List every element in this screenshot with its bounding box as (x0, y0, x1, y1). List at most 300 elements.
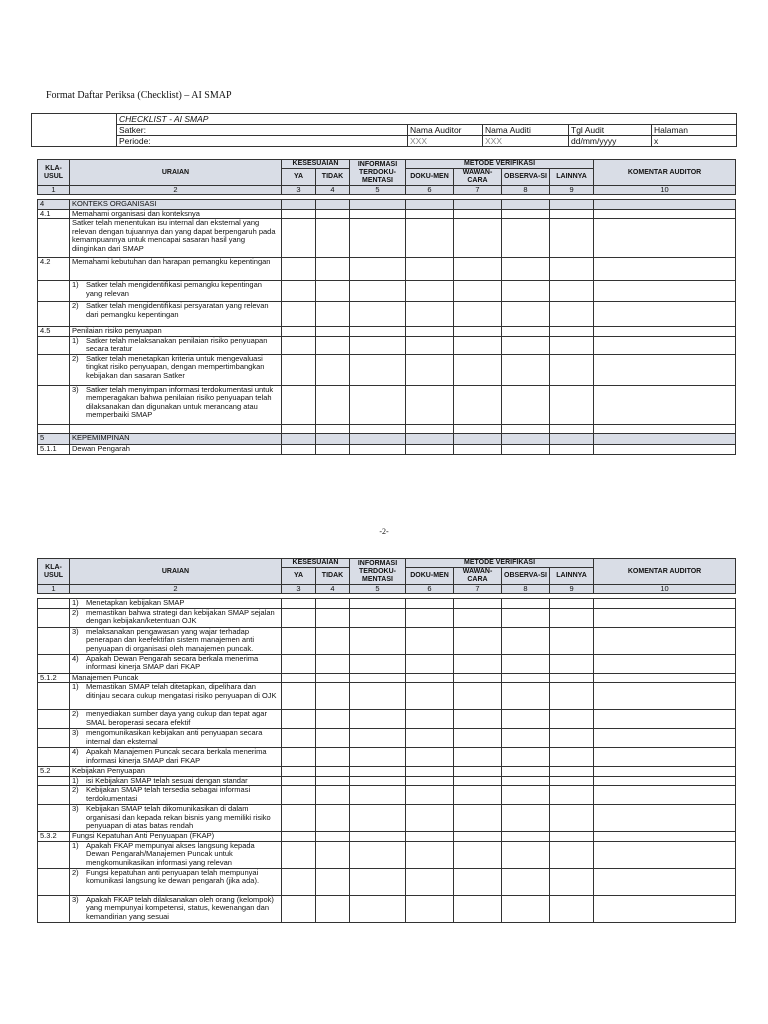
entry-cell[interactable] (282, 209, 316, 219)
entry-cell[interactable] (502, 444, 550, 454)
entry-cell[interactable] (550, 302, 594, 327)
entry-cell[interactable] (282, 729, 316, 748)
entry-cell[interactable] (350, 786, 406, 805)
entry-cell[interactable] (282, 219, 316, 258)
table-row (38, 258, 736, 281)
entry-cell[interactable] (406, 673, 454, 683)
entry-cell[interactable] (350, 841, 406, 868)
entry-cell[interactable] (594, 385, 736, 424)
item-number: 2) (72, 301, 79, 310)
uraian-cell (70, 729, 282, 748)
entry-cell[interactable] (454, 654, 502, 673)
entry-cell[interactable] (316, 683, 350, 710)
entry-cell[interactable] (282, 258, 316, 281)
entry-cell[interactable] (350, 219, 406, 258)
entry-cell[interactable] (282, 444, 316, 454)
entry-cell[interactable] (282, 683, 316, 710)
entry-cell[interactable] (350, 200, 406, 210)
entry-cell[interactable] (550, 654, 594, 673)
entry-cell[interactable] (502, 599, 550, 609)
checklist-table-page-1 (37, 159, 736, 455)
entry-cell[interactable] (454, 219, 502, 258)
klausul-cell (38, 627, 70, 654)
klausul-cell (38, 841, 70, 868)
entry-cell[interactable] (350, 805, 406, 832)
entry-cell[interactable] (350, 710, 406, 729)
entry-cell[interactable] (316, 627, 350, 654)
entry-cell[interactable] (282, 841, 316, 868)
entry-cell[interactable] (316, 336, 350, 354)
entry-cell[interactable] (594, 767, 736, 777)
table-row (38, 219, 736, 258)
entry-cell[interactable] (282, 424, 316, 433)
entry-cell[interactable] (282, 281, 316, 302)
entry-cell[interactable] (550, 805, 594, 832)
entry-cell[interactable] (454, 841, 502, 868)
entry-cell[interactable] (594, 608, 736, 627)
entry-cell[interactable] (550, 673, 594, 683)
entry-cell[interactable] (502, 385, 550, 424)
entry-cell[interactable] (406, 868, 454, 895)
entry-cell[interactable] (282, 385, 316, 424)
col-kesesuaian: KESESUAIAN (282, 559, 350, 568)
entry-cell[interactable] (406, 209, 454, 219)
entry-cell[interactable] (406, 654, 454, 673)
item-text: Satker telah menyimpan informasi terdokumentasi untuk memperagakan bahwa penilaian risiko penyuapan telah dilaksanakan dan digunakan untuk merancang atau memperbaiki SMAP (86, 385, 274, 419)
entry-cell[interactable] (550, 895, 594, 922)
entry-cell[interactable] (406, 424, 454, 433)
entry-cell[interactable] (282, 868, 316, 895)
entry-cell[interactable] (316, 767, 350, 777)
entry-cell[interactable] (454, 729, 502, 748)
entry-cell[interactable] (550, 336, 594, 354)
col-ya: YA (282, 568, 316, 585)
entry-cell[interactable] (316, 385, 350, 424)
entry-cell[interactable] (282, 805, 316, 832)
entry-cell[interactable] (502, 748, 550, 767)
klausul-cell (38, 786, 70, 805)
item-text: Apakah FKAP telah dilaksanakan oleh orang (kelompok) yang mempunyai kompetensi, status, kewenangan dan kemandirian yang sesuai (86, 895, 274, 921)
entry-cell[interactable] (406, 608, 454, 627)
uraian-cell (70, 599, 282, 609)
entry-cell[interactable] (316, 281, 350, 302)
entry-cell[interactable] (282, 627, 316, 654)
entry-cell[interactable] (550, 444, 594, 454)
entry-cell[interactable] (502, 868, 550, 895)
entry-cell[interactable] (454, 327, 502, 337)
table-row (38, 673, 736, 683)
table-row (38, 841, 736, 868)
entry-cell[interactable] (550, 683, 594, 710)
entry-cell[interactable] (550, 433, 594, 444)
entry-cell[interactable] (350, 433, 406, 444)
entry-cell[interactable] (406, 385, 454, 424)
entry-cell[interactable] (316, 327, 350, 337)
entry-cell[interactable] (316, 786, 350, 805)
entry-cell[interactable] (282, 748, 316, 767)
entry-cell[interactable] (550, 786, 594, 805)
table-row (38, 683, 736, 710)
entry-cell[interactable] (406, 683, 454, 710)
entry-cell[interactable] (350, 354, 406, 385)
entry-cell[interactable] (406, 895, 454, 922)
entry-cell[interactable] (594, 281, 736, 302)
entry-cell[interactable] (316, 258, 350, 281)
item-text: Apakah FKAP mempunyai akses langsung kepada Dewan Pengarah/Manajemen Puncak untuk mengkomunikasikan informasi yang relevan (86, 841, 255, 867)
entry-cell[interactable] (594, 805, 736, 832)
entry-cell[interactable] (454, 710, 502, 729)
entry-cell[interactable] (454, 748, 502, 767)
uraian-cell (70, 683, 282, 710)
entry-cell[interactable] (594, 336, 736, 354)
entry-cell[interactable] (454, 673, 502, 683)
table-row (38, 627, 736, 654)
table-row (38, 209, 736, 219)
entry-cell[interactable] (282, 786, 316, 805)
entry-cell[interactable] (550, 832, 594, 842)
item-text: Satker telah mengidentifikasi persyaratan yang relevan dari pemangku kepentingan (86, 301, 269, 319)
entry-cell[interactable] (502, 200, 550, 210)
entry-cell[interactable] (454, 608, 502, 627)
entry-cell[interactable] (502, 327, 550, 337)
table-row (38, 654, 736, 673)
entry-cell[interactable] (406, 302, 454, 327)
entry-cell[interactable] (350, 729, 406, 748)
entry-cell[interactable] (550, 209, 594, 219)
entry-cell[interactable] (594, 786, 736, 805)
entry-cell[interactable] (406, 776, 454, 786)
entry-cell[interactable] (406, 748, 454, 767)
entry-cell[interactable] (350, 654, 406, 673)
entry-cell[interactable] (316, 200, 350, 210)
entry-cell[interactable] (550, 608, 594, 627)
entry-cell[interactable] (594, 327, 736, 337)
entry-cell[interactable] (350, 444, 406, 454)
klausul-cell: 4.1 (38, 209, 70, 219)
column-number: 9 (550, 585, 594, 594)
entry-cell[interactable] (316, 748, 350, 767)
entry-cell[interactable] (316, 444, 350, 454)
entry-cell[interactable] (594, 868, 736, 895)
entry-cell[interactable] (502, 786, 550, 805)
entry-cell[interactable] (502, 673, 550, 683)
auditor-value[interactable]: XXX (408, 136, 483, 147)
entry-cell[interactable] (350, 627, 406, 654)
item-text: Kebijakan SMAP telah tersedia sebagai informasi terdokumentasi (86, 785, 251, 803)
entry-cell[interactable] (350, 748, 406, 767)
entry-cell[interactable] (550, 841, 594, 868)
entry-cell[interactable] (454, 683, 502, 710)
entry-cell[interactable] (316, 424, 350, 433)
entry-cell[interactable] (502, 710, 550, 729)
entry-cell[interactable] (282, 776, 316, 786)
entry-cell[interactable] (316, 608, 350, 627)
entry-cell[interactable] (502, 776, 550, 786)
entry-cell[interactable] (454, 302, 502, 327)
entry-cell[interactable] (594, 654, 736, 673)
entry-cell[interactable] (502, 627, 550, 654)
col-ya: YA (282, 169, 316, 186)
entry-cell[interactable] (594, 776, 736, 786)
entry-cell[interactable] (502, 302, 550, 327)
entry-cell[interactable] (316, 832, 350, 842)
entry-cell[interactable] (550, 599, 594, 609)
entry-cell[interactable] (454, 433, 502, 444)
entry-cell[interactable] (454, 209, 502, 219)
uraian-cell (70, 627, 282, 654)
entry-cell[interactable] (316, 841, 350, 868)
entry-cell[interactable] (406, 336, 454, 354)
column-number: 7 (454, 585, 502, 594)
entry-cell[interactable] (550, 281, 594, 302)
entry-cell[interactable] (550, 219, 594, 258)
entry-cell[interactable] (550, 354, 594, 385)
entry-cell[interactable] (316, 599, 350, 609)
entry-cell[interactable] (594, 302, 736, 327)
entry-cell[interactable] (454, 354, 502, 385)
entry-cell[interactable] (550, 627, 594, 654)
entry-cell[interactable] (406, 219, 454, 258)
entry-cell[interactable] (316, 219, 350, 258)
entry-cell[interactable] (454, 444, 502, 454)
entry-cell[interactable] (282, 433, 316, 444)
klausul-cell: 5.3.2 (38, 832, 70, 842)
item-text: Apakah Manajemen Puncak secara berkala menerima informasi kinerja SMAP dari FKAP (86, 747, 267, 765)
entry-cell[interactable] (406, 599, 454, 609)
column-number: 1 (38, 585, 70, 594)
klausul-cell (38, 599, 70, 609)
auditi-value[interactable]: XXX (483, 136, 569, 147)
entry-cell[interactable] (406, 841, 454, 868)
entry-cell[interactable] (350, 683, 406, 710)
entry-cell[interactable] (594, 424, 736, 433)
entry-cell[interactable] (550, 200, 594, 210)
entry-cell[interactable] (502, 281, 550, 302)
entry-cell[interactable] (282, 599, 316, 609)
klausul-cell (38, 654, 70, 673)
entry-cell[interactable] (316, 729, 350, 748)
entry-cell[interactable] (454, 767, 502, 777)
klausul-cell (38, 385, 70, 424)
entry-cell[interactable] (502, 608, 550, 627)
entry-cell[interactable] (282, 895, 316, 922)
entry-cell[interactable] (454, 200, 502, 210)
item-text: Satker telah melaksanakan penilaian risiko penyuapan secara teratur (86, 336, 268, 353)
entry-cell[interactable] (550, 729, 594, 748)
entry-cell[interactable] (454, 424, 502, 433)
entry-cell[interactable] (454, 895, 502, 922)
entry-cell[interactable] (350, 895, 406, 922)
entry-cell[interactable] (454, 258, 502, 281)
entry-cell[interactable] (502, 895, 550, 922)
entry-cell[interactable] (406, 258, 454, 281)
entry-cell[interactable] (282, 354, 316, 385)
entry-cell[interactable] (502, 209, 550, 219)
entry-cell[interactable] (316, 895, 350, 922)
entry-cell[interactable] (282, 832, 316, 842)
entry-cell[interactable] (282, 327, 316, 337)
entry-cell[interactable] (594, 683, 736, 710)
entry-cell[interactable] (350, 599, 406, 609)
entry-cell[interactable] (406, 354, 454, 385)
entry-cell[interactable] (406, 200, 454, 210)
entry-cell[interactable] (406, 710, 454, 729)
entry-cell[interactable] (594, 219, 736, 258)
column-number: 5 (350, 585, 406, 594)
entry-cell[interactable] (316, 776, 350, 786)
entry-cell[interactable] (316, 805, 350, 832)
entry-cell[interactable] (502, 219, 550, 258)
entry-cell[interactable] (502, 767, 550, 777)
entry-cell[interactable] (454, 627, 502, 654)
entry-cell[interactable] (406, 444, 454, 454)
entry-cell[interactable] (594, 832, 736, 842)
column-number: 4 (316, 585, 350, 594)
entry-cell[interactable] (502, 336, 550, 354)
entry-cell[interactable] (316, 354, 350, 385)
entry-cell[interactable] (550, 327, 594, 337)
entry-cell[interactable] (406, 281, 454, 302)
entry-cell[interactable] (594, 841, 736, 868)
entry-cell[interactable] (350, 302, 406, 327)
entry-cell[interactable] (454, 805, 502, 832)
entry-cell[interactable] (406, 832, 454, 842)
item-number: 3) (72, 627, 79, 636)
entry-cell[interactable] (502, 654, 550, 673)
entry-cell[interactable] (282, 673, 316, 683)
entry-cell[interactable] (350, 767, 406, 777)
entry-cell[interactable] (282, 608, 316, 627)
entry-cell[interactable] (406, 729, 454, 748)
entry-cell[interactable] (350, 385, 406, 424)
column-number: 6 (406, 585, 454, 594)
entry-cell[interactable] (282, 302, 316, 327)
entry-cell[interactable] (454, 336, 502, 354)
halaman-value[interactable]: x (652, 136, 737, 147)
klausul-cell: 5.1.1 (38, 444, 70, 454)
entry-cell[interactable] (454, 786, 502, 805)
entry-cell[interactable] (350, 327, 406, 337)
entry-cell[interactable] (550, 424, 594, 433)
entry-cell[interactable] (454, 776, 502, 786)
entry-cell[interactable] (550, 258, 594, 281)
uraian-cell (70, 805, 282, 832)
column-number: 9 (550, 186, 594, 195)
entry-cell[interactable] (454, 385, 502, 424)
entry-cell[interactable] (550, 748, 594, 767)
table-row (38, 786, 736, 805)
entry-cell[interactable] (594, 673, 736, 683)
entry-cell[interactable] (454, 281, 502, 302)
entry-cell[interactable] (502, 832, 550, 842)
entry-cell[interactable] (594, 895, 736, 922)
entry-cell[interactable] (282, 767, 316, 777)
entry-cell[interactable] (406, 627, 454, 654)
entry-cell[interactable] (502, 729, 550, 748)
entry-cell[interactable] (316, 673, 350, 683)
periode-label: Periode: (117, 136, 408, 147)
entry-cell[interactable] (550, 776, 594, 786)
entry-cell[interactable] (350, 336, 406, 354)
entry-cell[interactable] (550, 767, 594, 777)
entry-cell[interactable] (350, 258, 406, 281)
entry-cell[interactable] (454, 832, 502, 842)
entry-cell[interactable] (316, 868, 350, 895)
entry-cell[interactable] (594, 444, 736, 454)
document-title: Format Daftar Periksa (Checklist) – AI SMAP (46, 90, 232, 101)
table-row (38, 599, 736, 609)
entry-cell[interactable] (594, 433, 736, 444)
entry-cell[interactable] (502, 258, 550, 281)
entry-cell[interactable] (594, 627, 736, 654)
entry-cell[interactable] (502, 683, 550, 710)
entry-cell[interactable] (282, 200, 316, 210)
entry-cell[interactable] (316, 710, 350, 729)
entry-cell[interactable] (502, 424, 550, 433)
entry-cell[interactable] (406, 786, 454, 805)
entry-cell[interactable] (316, 433, 350, 444)
entry-cell[interactable] (594, 209, 736, 219)
entry-cell[interactable] (550, 868, 594, 895)
item-text: Satker telah menetapkan kriteria untuk mengevaluasi tingkat risiko penyuapan, dengan mempertimbangkan kebijakan dan sasaran Satker (86, 354, 265, 380)
tgl-audit-value[interactable]: dd/mm/yyyy (569, 136, 652, 147)
item-number: 2) (72, 868, 79, 877)
column-number: 8 (502, 585, 550, 594)
entry-cell[interactable] (502, 433, 550, 444)
entry-cell[interactable] (594, 710, 736, 729)
entry-cell[interactable] (316, 302, 350, 327)
item-text: mengomunikasikan kebijakan anti penyuapan secara internal dan eksternal (86, 728, 263, 746)
entry-cell[interactable] (594, 729, 736, 748)
entry-cell[interactable] (594, 599, 736, 609)
entry-cell[interactable] (454, 868, 502, 895)
entry-cell[interactable] (282, 336, 316, 354)
entry-cell[interactable] (594, 200, 736, 210)
entry-cell[interactable] (406, 433, 454, 444)
entry-cell[interactable] (502, 841, 550, 868)
entry-cell[interactable] (350, 209, 406, 219)
entry-cell[interactable] (594, 748, 736, 767)
entry-cell[interactable] (282, 654, 316, 673)
entry-cell[interactable] (594, 354, 736, 385)
entry-cell[interactable] (316, 654, 350, 673)
entry-cell[interactable] (406, 805, 454, 832)
column-number: 7 (454, 186, 502, 195)
klausul-cell (38, 281, 70, 302)
entry-cell[interactable] (350, 281, 406, 302)
entry-cell[interactable] (350, 832, 406, 842)
entry-cell[interactable] (406, 327, 454, 337)
entry-cell[interactable] (550, 385, 594, 424)
entry-cell[interactable] (550, 710, 594, 729)
entry-cell[interactable] (502, 805, 550, 832)
entry-cell[interactable] (350, 608, 406, 627)
table-row (38, 776, 736, 786)
entry-cell[interactable] (502, 354, 550, 385)
entry-cell[interactable] (316, 209, 350, 219)
entry-cell[interactable] (282, 710, 316, 729)
entry-cell[interactable] (406, 767, 454, 777)
entry-cell[interactable] (350, 776, 406, 786)
entry-cell[interactable] (350, 673, 406, 683)
klausul-cell (38, 336, 70, 354)
entry-cell[interactable] (350, 868, 406, 895)
entry-cell[interactable] (594, 258, 736, 281)
uraian-cell: Satker telah menentukan isu internal dan eksternal yang relevan dengan tujuannya dan yang dapat berpengaruh pada kemampuannya untuk mencapai sasaran hasil yang diinginkan dari SMAP (70, 219, 282, 258)
entry-cell[interactable] (454, 599, 502, 609)
klausul-cell (38, 354, 70, 385)
entry-cell[interactable] (350, 424, 406, 433)
